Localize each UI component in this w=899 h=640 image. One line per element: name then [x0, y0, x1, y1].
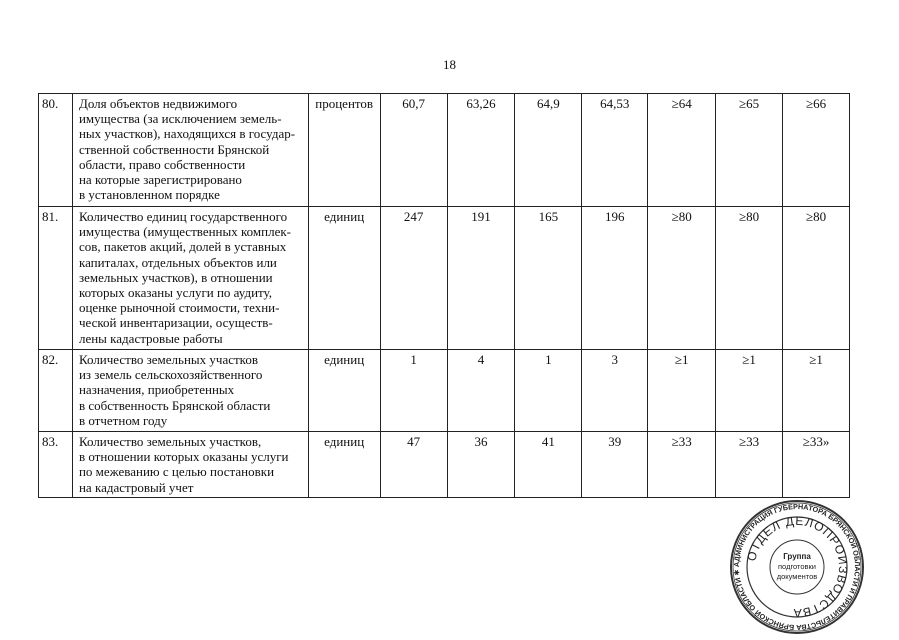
description-line: Количество земельных участков, — [78, 434, 262, 449]
description-line: на кадастровый учет — [78, 479, 194, 495]
row-description — [72, 94, 308, 207]
description-line: ческой инвентаризации, осуществ- — [78, 315, 273, 331]
row-description — [72, 350, 308, 432]
value-cell: 47 — [380, 432, 447, 498]
description-line: в установленном порядке — [78, 187, 220, 203]
target-cell: ≥33 — [648, 432, 716, 498]
row-number: 81. — [39, 207, 73, 350]
value-cell: 1 — [515, 350, 582, 432]
row-description — [72, 207, 308, 350]
row-description — [72, 432, 308, 498]
description-line: назначения, приобретенных — [78, 382, 235, 398]
stamp-ring-text: АДМИНИСТРАЦИЯ ГУБЕРНАТОРА БРЯНСКОЙ ОБЛАСТИ И ПРАВИТЕЛЬСТВА БРЯНСКОЙ ОБЛАСТИ ✱ — [731, 501, 863, 633]
target-cell: ≥1 — [648, 350, 716, 432]
value-cell: 36 — [447, 432, 515, 498]
indicators-table — [38, 93, 850, 498]
description-line: из земель сельскохозяйственного — [78, 367, 263, 383]
description-line: по межеванию с целью постановки — [78, 464, 275, 480]
target-cell: ≥1 — [783, 350, 850, 432]
description-line: оценке рыночной стоимости, техни- — [78, 300, 280, 316]
target-cell: ≥64 — [648, 94, 716, 207]
row-unit: единиц — [308, 432, 380, 498]
description-line: сов, пакетов акций, долей в уставных — [78, 239, 287, 255]
target-cell: ≥65 — [716, 94, 783, 207]
row-number: 83. — [39, 432, 73, 498]
target-cell: ≥1 — [716, 350, 783, 432]
row-unit: процентов — [308, 94, 380, 207]
table-row — [39, 432, 850, 498]
row-number: 82. — [39, 350, 73, 432]
table-row — [39, 350, 850, 432]
value-cell: 165 — [515, 207, 582, 350]
description-line: на которые зарегистрировано — [78, 172, 242, 188]
value-cell: 64,53 — [582, 94, 648, 207]
target-cell: ≥66 — [783, 94, 850, 207]
value-cell: 3 — [582, 350, 648, 432]
official-stamp — [729, 499, 865, 635]
value-cell: 39 — [582, 432, 648, 498]
description-line: в отношении которых оказаны услуги — [78, 449, 289, 465]
description-line: капиталах, отдельных объектов или — [78, 254, 277, 270]
description-line: которых оказаны услуги по аудиту, — [78, 285, 273, 301]
value-cell: 64,9 — [515, 94, 582, 207]
value-cell: 191 — [447, 207, 515, 350]
value-cell: 63,26 — [447, 94, 515, 207]
description-line: в отчетном году — [78, 412, 168, 428]
description-line: Количество единиц государственного — [78, 209, 288, 224]
description-line: Количество земельных участков — [78, 352, 258, 367]
value-cell: 196 — [582, 207, 648, 350]
stamp-center-line: подготовки — [778, 562, 816, 571]
page-number: 18 — [443, 57, 456, 72]
row-unit: единиц — [308, 350, 380, 432]
description-line: области, право собственности — [78, 156, 246, 172]
description-line: ных участков), находящихся в государ- — [78, 126, 296, 142]
row-number: 80. — [39, 94, 73, 207]
row-unit: единиц — [308, 207, 380, 350]
stamp-center-line: Группа — [783, 552, 811, 561]
description-line: ственной собственности Брянской — [78, 141, 270, 157]
description-line: в собственность Брянской области — [78, 397, 271, 413]
value-cell: 60,7 — [380, 94, 447, 207]
value-cell: 41 — [515, 432, 582, 498]
description-line: имущества (за исключением земель- — [78, 111, 282, 127]
stamp-inner-text: ОТДЕЛ ДЕЛОПРОИЗВОДСТВА — [744, 513, 851, 621]
description-line: земельных участков), в отношении — [78, 269, 273, 285]
description-line: лены кадастровые работы — [78, 330, 223, 346]
stamp-center-line: документов — [776, 572, 818, 581]
target-cell: ≥33 — [716, 432, 783, 498]
target-cell: ≥80 — [716, 207, 783, 350]
value-cell: 1 — [380, 350, 447, 432]
value-cell: 247 — [380, 207, 447, 350]
table-row — [39, 94, 850, 207]
target-cell: ≥33» — [783, 432, 850, 498]
target-cell: ≥80 — [783, 207, 850, 350]
table-row — [39, 207, 850, 350]
value-cell: 4 — [447, 350, 515, 432]
description-line: имущества (имущественных комплек- — [78, 224, 291, 240]
target-cell: ≥80 — [648, 207, 716, 350]
description-line: Доля объектов недвижимого — [78, 96, 238, 111]
